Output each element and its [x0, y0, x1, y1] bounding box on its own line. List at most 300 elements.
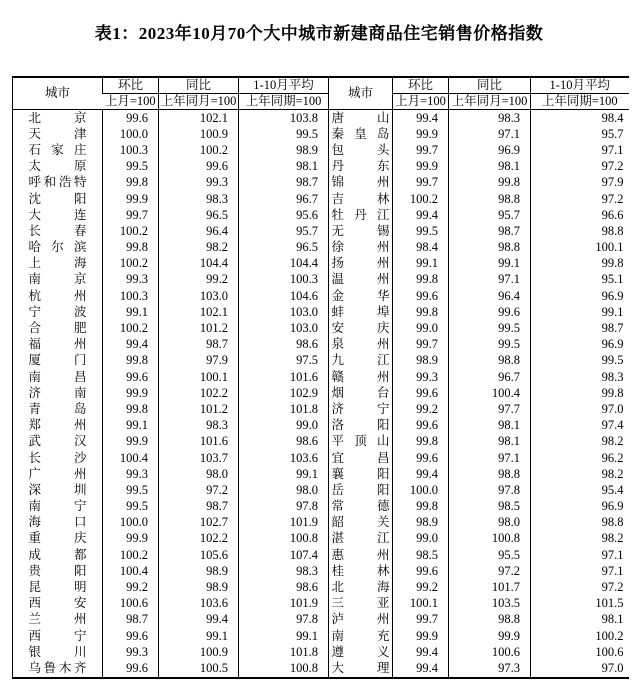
table-row — [13, 175, 629, 191]
header-mom-base-right: 上月=100 — [393, 94, 449, 110]
value-cell: 103.6 — [159, 596, 239, 612]
value-cell: 100.3 — [239, 272, 329, 288]
city-name: 吉林 — [331, 191, 390, 206]
price-index-table — [12, 76, 629, 679]
value-cell: 96.4 — [449, 288, 531, 304]
value-cell: 99.1 — [393, 256, 449, 272]
city-name: 成都 — [28, 547, 87, 562]
value-cell: 99.6 — [103, 628, 159, 644]
value-cell: 99.9 — [103, 434, 159, 450]
city-name: 杭州 — [28, 288, 87, 303]
value-cell: 98.9 — [159, 563, 239, 579]
value-cell: 98.8 — [449, 191, 531, 207]
city-name: 青岛 — [28, 401, 87, 416]
value-cell: 98.2 — [531, 466, 629, 482]
value-cell: 99.6 — [103, 369, 159, 385]
value-cell: 99.4 — [393, 660, 449, 677]
value-cell: 99.7 — [393, 337, 449, 353]
city-name: 牡丹江 — [331, 207, 390, 222]
value-cell: 98.8 — [449, 466, 531, 482]
city-name: 湛江 — [331, 531, 390, 546]
city-name: 丹东 — [331, 159, 390, 174]
city-name: 哈尔滨 — [28, 240, 87, 255]
city-name: 石家庄 — [28, 142, 87, 157]
value-cell: 100.2 — [103, 256, 159, 272]
table-row — [13, 223, 629, 239]
value-cell: 100.8 — [449, 531, 531, 547]
value-cell: 98.7 — [531, 320, 629, 336]
value-cell: 98.5 — [449, 499, 531, 515]
value-cell: 100.4 — [103, 563, 159, 579]
table-row — [13, 272, 629, 288]
value-cell: 105.6 — [159, 547, 239, 563]
city-name: 深圳 — [28, 482, 87, 497]
value-cell: 99.2 — [393, 579, 449, 595]
city-cell — [13, 223, 103, 239]
city-cell — [329, 240, 393, 256]
table-row — [13, 644, 629, 660]
value-cell: 98.8 — [449, 612, 531, 628]
value-cell: 99.1 — [103, 304, 159, 320]
city-cell — [329, 353, 393, 369]
city-cell — [329, 579, 393, 595]
city-cell — [329, 612, 393, 628]
value-cell: 97.8 — [449, 482, 531, 498]
value-cell: 97.9 — [531, 175, 629, 191]
value-cell: 96.4 — [159, 223, 239, 239]
value-cell: 101.2 — [159, 401, 239, 417]
value-cell: 98.8 — [449, 240, 531, 256]
city-cell — [13, 337, 103, 353]
value-cell: 99.5 — [103, 159, 159, 175]
table-row — [13, 337, 629, 353]
value-cell: 98.9 — [239, 142, 329, 158]
city-name: 南宁 — [28, 499, 87, 514]
city-cell — [13, 612, 103, 628]
value-cell: 98.1 — [531, 612, 629, 628]
value-cell: 99.3 — [103, 272, 159, 288]
city-name: 岳阳 — [331, 482, 390, 497]
value-cell: 98.2 — [531, 531, 629, 547]
value-cell: 99.5 — [103, 482, 159, 498]
value-cell: 99.7 — [103, 207, 159, 223]
city-cell — [13, 256, 103, 272]
value-cell: 104.4 — [239, 256, 329, 272]
city-cell — [329, 628, 393, 644]
value-cell: 99.0 — [239, 418, 329, 434]
value-cell: 97.1 — [531, 563, 629, 579]
value-cell: 102.9 — [239, 385, 329, 401]
city-name: 郑州 — [28, 418, 87, 433]
value-cell: 98.1 — [449, 418, 531, 434]
value-cell: 99.5 — [449, 320, 531, 336]
value-cell: 99.5 — [393, 223, 449, 239]
value-cell: 98.2 — [159, 240, 239, 256]
value-cell: 101.7 — [449, 579, 531, 595]
value-cell: 97.2 — [159, 482, 239, 498]
city-name: 襄阳 — [331, 466, 390, 481]
value-cell: 99.9 — [103, 385, 159, 401]
value-cell: 98.5 — [393, 547, 449, 563]
value-cell: 99.8 — [393, 304, 449, 320]
city-name: 温州 — [331, 272, 390, 287]
value-cell: 99.6 — [393, 288, 449, 304]
city-cell — [13, 369, 103, 385]
value-cell: 99.4 — [159, 612, 239, 628]
city-cell — [329, 547, 393, 563]
city-name: 惠州 — [331, 547, 390, 562]
city-cell — [329, 320, 393, 336]
value-cell: 99.8 — [393, 434, 449, 450]
value-cell: 99.4 — [393, 466, 449, 482]
city-cell — [13, 499, 103, 515]
table-row — [13, 531, 629, 547]
city-name: 北京 — [28, 110, 87, 125]
value-cell: 103.0 — [159, 288, 239, 304]
value-cell: 98.4 — [393, 240, 449, 256]
value-cell: 99.9 — [103, 191, 159, 207]
value-cell: 99.7 — [393, 175, 449, 191]
value-cell: 100.9 — [159, 126, 239, 142]
value-cell: 100.6 — [449, 644, 531, 660]
table-row — [13, 515, 629, 531]
city-cell — [329, 418, 393, 434]
value-cell: 100.6 — [531, 644, 629, 660]
value-cell: 99.3 — [103, 466, 159, 482]
city-name: 南京 — [28, 272, 87, 287]
table-row — [13, 126, 629, 142]
city-cell — [13, 401, 103, 417]
page-title: 表1：2023年10月70个大中城市新建商品住宅销售价格指数 — [94, 24, 544, 43]
header-yoy-right: 同比 — [449, 77, 531, 94]
value-cell: 99.9 — [393, 628, 449, 644]
city-name: 泉州 — [331, 337, 390, 352]
value-cell: 99.1 — [239, 628, 329, 644]
value-cell: 101.2 — [159, 320, 239, 336]
city-cell — [329, 142, 393, 158]
city-cell — [329, 223, 393, 239]
value-cell: 98.6 — [239, 434, 329, 450]
city-name: 南昌 — [28, 369, 87, 384]
city-name: 银川 — [28, 644, 87, 659]
value-cell: 99.5 — [103, 499, 159, 515]
city-cell — [329, 499, 393, 515]
value-cell: 95.4 — [531, 482, 629, 498]
value-cell: 99.9 — [103, 531, 159, 547]
city-cell — [329, 110, 393, 127]
city-name: 大连 — [28, 207, 87, 222]
city-cell — [13, 596, 103, 612]
value-cell: 101.6 — [239, 369, 329, 385]
city-name: 乌鲁木齐 — [28, 660, 87, 675]
value-cell: 96.5 — [239, 240, 329, 256]
value-cell: 100.3 — [103, 142, 159, 158]
value-cell: 103.7 — [159, 450, 239, 466]
city-cell — [13, 547, 103, 563]
value-cell: 99.1 — [159, 628, 239, 644]
value-cell: 97.2 — [449, 563, 531, 579]
value-cell: 99.3 — [159, 175, 239, 191]
value-cell: 96.5 — [159, 207, 239, 223]
city-cell — [329, 304, 393, 320]
city-cell — [13, 207, 103, 223]
header-city-right: 城市 — [329, 77, 393, 110]
value-cell: 98.3 — [159, 418, 239, 434]
value-cell: 99.5 — [449, 337, 531, 353]
value-cell: 97.2 — [531, 159, 629, 175]
city-cell — [329, 531, 393, 547]
value-cell: 97.1 — [531, 547, 629, 563]
value-cell: 98.1 — [449, 159, 531, 175]
header-yoy-left: 同比 — [159, 77, 239, 94]
value-cell: 104.4 — [159, 256, 239, 272]
city-name: 西宁 — [28, 628, 87, 643]
city-name: 济宁 — [331, 401, 390, 416]
value-cell: 99.6 — [393, 385, 449, 401]
value-cell: 98.9 — [393, 515, 449, 531]
value-cell: 98.9 — [159, 579, 239, 595]
value-cell: 103.5 — [449, 596, 531, 612]
value-cell: 99.8 — [531, 385, 629, 401]
value-cell: 97.8 — [239, 612, 329, 628]
city-name: 沈阳 — [28, 191, 87, 206]
value-cell: 100.2 — [393, 191, 449, 207]
value-cell: 99.0 — [393, 320, 449, 336]
value-cell: 100.4 — [103, 450, 159, 466]
city-name: 无锡 — [331, 223, 390, 238]
value-cell: 99.6 — [449, 304, 531, 320]
city-name: 贵阳 — [28, 563, 87, 578]
header-avg-left: 1-10月平均 — [239, 77, 329, 94]
value-cell: 98.4 — [531, 110, 629, 127]
city-cell — [329, 175, 393, 191]
value-cell: 100.8 — [239, 531, 329, 547]
city-cell — [13, 110, 103, 127]
city-cell — [13, 515, 103, 531]
value-cell: 100.4 — [449, 385, 531, 401]
value-cell: 100.9 — [159, 644, 239, 660]
value-cell: 96.7 — [239, 191, 329, 207]
value-cell: 102.1 — [159, 304, 239, 320]
table-row — [13, 434, 629, 450]
header-mom-right: 环比 — [393, 77, 449, 94]
city-name: 常德 — [331, 499, 390, 514]
table-row — [13, 418, 629, 434]
city-cell — [329, 401, 393, 417]
city-cell — [13, 660, 103, 677]
value-cell: 100.2 — [103, 547, 159, 563]
value-cell: 99.9 — [449, 628, 531, 644]
city-name: 福州 — [28, 337, 87, 352]
city-name: 长春 — [28, 223, 87, 238]
value-cell: 99.4 — [393, 207, 449, 223]
value-cell: 97.5 — [239, 353, 329, 369]
header-mom-base-left: 上月=100 — [103, 94, 159, 110]
city-cell — [13, 418, 103, 434]
city-name: 扬州 — [331, 256, 390, 271]
value-cell: 99.9 — [393, 159, 449, 175]
header-yoy-base-right: 上年同月=100 — [449, 94, 531, 110]
value-cell: 97.9 — [159, 353, 239, 369]
city-name: 济南 — [28, 385, 87, 400]
table-row — [13, 579, 629, 595]
value-cell: 99.2 — [103, 579, 159, 595]
header-avg-right: 1-10月平均 — [531, 77, 629, 94]
city-cell — [329, 337, 393, 353]
table-row — [13, 660, 629, 677]
city-cell — [13, 644, 103, 660]
city-cell — [13, 304, 103, 320]
city-cell — [13, 191, 103, 207]
city-cell — [13, 288, 103, 304]
value-cell: 95.7 — [449, 207, 531, 223]
value-cell: 98.0 — [159, 466, 239, 482]
value-cell: 101.5 — [531, 596, 629, 612]
value-cell: 98.8 — [531, 515, 629, 531]
table-row — [13, 563, 629, 579]
value-cell: 100.6 — [103, 596, 159, 612]
city-cell — [13, 579, 103, 595]
value-cell: 99.1 — [239, 466, 329, 482]
value-cell: 100.0 — [393, 482, 449, 498]
header-avg-base-right: 上年同期=100 — [531, 94, 629, 110]
value-cell: 97.8 — [239, 499, 329, 515]
city-cell — [329, 466, 393, 482]
value-cell: 99.6 — [393, 450, 449, 466]
table-header — [13, 77, 629, 110]
value-cell: 100.1 — [393, 596, 449, 612]
value-cell: 95.7 — [531, 126, 629, 142]
value-cell: 99.8 — [449, 175, 531, 191]
city-cell — [13, 159, 103, 175]
city-cell — [13, 240, 103, 256]
table-row — [13, 191, 629, 207]
value-cell: 99.8 — [103, 353, 159, 369]
city-name: 上海 — [28, 256, 87, 271]
table-row — [13, 450, 629, 466]
value-cell: 99.8 — [103, 240, 159, 256]
value-cell: 99.4 — [393, 644, 449, 660]
city-name: 桂林 — [331, 563, 390, 578]
value-cell: 98.7 — [103, 612, 159, 628]
city-name: 秦皇岛 — [331, 126, 390, 141]
value-cell: 97.3 — [449, 660, 531, 677]
value-cell: 96.9 — [449, 142, 531, 158]
value-cell: 100.2 — [531, 628, 629, 644]
city-name: 九江 — [331, 353, 390, 368]
value-cell: 103.0 — [239, 304, 329, 320]
city-cell — [13, 434, 103, 450]
city-name: 包头 — [331, 142, 390, 157]
table-row — [13, 142, 629, 158]
value-cell: 99.8 — [393, 272, 449, 288]
city-cell — [13, 142, 103, 158]
city-name: 烟台 — [331, 385, 390, 400]
table-row — [13, 401, 629, 417]
value-cell: 102.1 — [159, 110, 239, 127]
city-cell — [13, 628, 103, 644]
value-cell: 103.6 — [239, 450, 329, 466]
value-cell: 99.4 — [103, 337, 159, 353]
city-cell — [329, 369, 393, 385]
city-cell — [13, 450, 103, 466]
value-cell: 98.7 — [159, 499, 239, 515]
table-row — [13, 207, 629, 223]
table-row — [13, 256, 629, 272]
value-cell: 98.3 — [449, 110, 531, 127]
value-cell: 98.8 — [531, 223, 629, 239]
city-name: 泸州 — [331, 612, 390, 627]
table-row — [13, 596, 629, 612]
city-cell — [13, 482, 103, 498]
value-cell: 99.1 — [103, 418, 159, 434]
value-cell: 98.7 — [239, 175, 329, 191]
city-name: 赣州 — [331, 369, 390, 384]
city-cell — [329, 563, 393, 579]
value-cell: 97.0 — [531, 660, 629, 677]
city-name: 昆明 — [28, 580, 87, 595]
value-cell: 100.1 — [159, 369, 239, 385]
city-cell — [13, 563, 103, 579]
table-row — [13, 628, 629, 644]
city-cell — [329, 272, 393, 288]
value-cell: 101.8 — [239, 401, 329, 417]
value-cell: 99.3 — [393, 369, 449, 385]
value-cell: 96.6 — [531, 207, 629, 223]
value-cell: 100.0 — [103, 515, 159, 531]
value-cell: 100.2 — [103, 223, 159, 239]
value-cell: 99.5 — [239, 126, 329, 142]
table-row — [13, 547, 629, 563]
header-yoy-base-left: 上年同月=100 — [159, 94, 239, 110]
value-cell: 100.1 — [531, 240, 629, 256]
value-cell: 100.0 — [103, 126, 159, 142]
value-cell: 96.9 — [531, 499, 629, 515]
value-cell: 101.9 — [239, 596, 329, 612]
city-cell — [329, 434, 393, 450]
city-name: 长沙 — [28, 450, 87, 465]
value-cell: 100.2 — [103, 320, 159, 336]
value-cell: 102.2 — [159, 385, 239, 401]
value-cell: 96.9 — [531, 288, 629, 304]
value-cell: 99.1 — [449, 256, 531, 272]
value-cell: 101.8 — [239, 644, 329, 660]
value-cell: 98.2 — [531, 434, 629, 450]
city-name: 广州 — [28, 466, 87, 481]
table-row — [13, 369, 629, 385]
city-name: 兰州 — [28, 612, 87, 627]
header-mom-left: 环比 — [103, 77, 159, 94]
value-cell: 99.6 — [103, 660, 159, 677]
value-cell: 98.3 — [531, 369, 629, 385]
value-cell: 99.5 — [531, 353, 629, 369]
city-name: 安庆 — [331, 321, 390, 336]
city-name: 蚌埠 — [331, 304, 390, 319]
city-name: 武汉 — [28, 434, 87, 449]
city-cell — [329, 450, 393, 466]
value-cell: 98.1 — [449, 434, 531, 450]
value-cell: 99.6 — [393, 563, 449, 579]
table-row — [13, 482, 629, 498]
city-cell — [13, 175, 103, 191]
value-cell: 103.8 — [239, 110, 329, 127]
value-cell: 97.7 — [449, 401, 531, 417]
value-cell: 98.6 — [239, 579, 329, 595]
city-name: 重庆 — [28, 531, 87, 546]
value-cell: 95.5 — [449, 547, 531, 563]
city-cell — [329, 126, 393, 142]
city-name: 合肥 — [28, 321, 87, 336]
